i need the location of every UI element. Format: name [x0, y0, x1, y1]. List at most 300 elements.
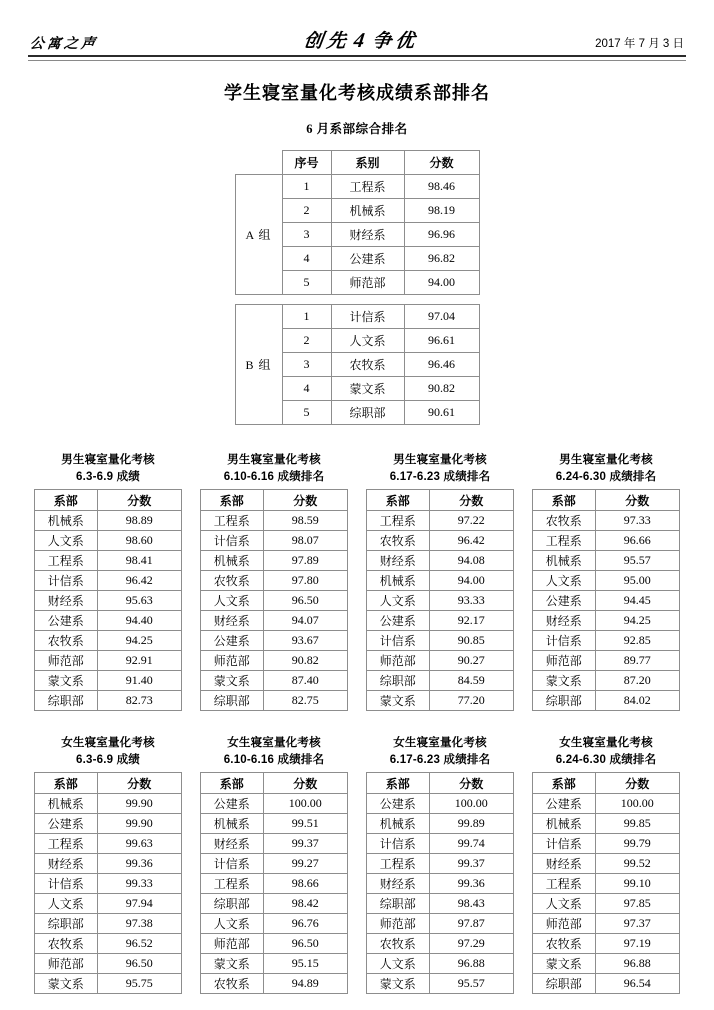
- cell-dept: 公建系: [367, 794, 430, 814]
- cell-score: 95.57: [429, 974, 514, 994]
- block-title-line2: 6.17-6.23 成绩排名: [389, 471, 491, 483]
- cell-dept: 财经系: [331, 223, 404, 247]
- cell-score: 98.19: [404, 199, 479, 223]
- block-title-line1: 女生寝室量化考核: [393, 737, 487, 749]
- cell-dept: 农牧系: [367, 531, 430, 551]
- cell-score: 100.00: [263, 794, 348, 814]
- table-row: [367, 954, 514, 974]
- ranking-header-dept: 系部: [201, 773, 264, 794]
- cell-dept: 公建系: [367, 611, 430, 631]
- cell-score: 99.90: [97, 794, 181, 814]
- cell-dept: 财经系: [533, 611, 596, 631]
- table-row: [367, 551, 514, 571]
- block-title-line2: 6.3-6.9 成绩: [76, 754, 140, 766]
- block-title-line2: 6.17-6.23 成绩排名: [389, 754, 491, 766]
- cell-score: 89.77: [595, 651, 679, 671]
- ranking-header-score: 分数: [595, 490, 679, 511]
- table-row: [35, 671, 182, 691]
- cell-dept: 综职部: [201, 691, 264, 711]
- female-ranking-grid: [0, 735, 714, 994]
- table-row: [201, 814, 348, 834]
- summary-table-wrap: [0, 150, 714, 425]
- table-row: [533, 854, 680, 874]
- cell-dept: 公建系: [331, 247, 404, 271]
- ranking-header-row: [367, 773, 514, 794]
- cell-score: 99.27: [263, 854, 348, 874]
- block-title: [200, 452, 348, 486]
- block-title-line1: 男生寝室量化考核: [559, 454, 653, 466]
- cell-score: 99.90: [97, 814, 181, 834]
- cell-dept: 工程系: [533, 531, 596, 551]
- cell-rank: 3: [282, 353, 331, 377]
- cell-score: 94.40: [97, 611, 181, 631]
- cell-rank: 4: [282, 247, 331, 271]
- cell-score: 99.74: [429, 834, 514, 854]
- table-row: [533, 631, 680, 651]
- cell-dept: 师范部: [201, 934, 264, 954]
- cell-score: 99.79: [595, 834, 680, 854]
- cell-dept: 农牧系: [367, 934, 430, 954]
- cell-dept: 蒙文系: [331, 377, 404, 401]
- ranking-header-score: 分数: [97, 773, 181, 794]
- cell-dept: 机械系: [367, 571, 430, 591]
- table-row: [35, 954, 182, 974]
- ranking-header-score: 分数: [263, 490, 347, 511]
- ranking-table: [34, 489, 182, 711]
- cell-dept: 蒙文系: [201, 671, 264, 691]
- cell-dept: 农牧系: [201, 571, 264, 591]
- masthead-divider: [28, 55, 686, 61]
- cell-dept: 机械系: [533, 551, 596, 571]
- cell-score: 93.67: [263, 631, 347, 651]
- cell-dept: 人文系: [35, 531, 98, 551]
- cell-dept: 工程系: [331, 175, 404, 199]
- cell-dept: 机械系: [331, 199, 404, 223]
- ranking-header-score: 分数: [429, 490, 513, 511]
- page-title: 学生寝室量化考核成绩系部排名: [224, 83, 490, 103]
- cell-dept: 计信系: [331, 305, 404, 329]
- cell-score: 96.61: [404, 329, 479, 353]
- cell-score: 94.08: [429, 551, 513, 571]
- ranking-header-score: 分数: [263, 773, 348, 794]
- ranking-header-score: 分数: [595, 773, 680, 794]
- cell-dept: 师范部: [367, 651, 430, 671]
- cell-dept: 机械系: [201, 551, 264, 571]
- cell-score: 95.63: [97, 591, 181, 611]
- cell-score: 98.41: [97, 551, 181, 571]
- cell-score: 98.42: [263, 894, 348, 914]
- table-row: [367, 691, 514, 711]
- table-row: [201, 894, 348, 914]
- table-row: [533, 794, 680, 814]
- cell-dept: 师范部: [35, 954, 98, 974]
- cell-score: 92.85: [595, 631, 679, 651]
- cell-score: 95.57: [595, 551, 679, 571]
- block-title-line1: 男生寝室量化考核: [393, 454, 487, 466]
- cell-score: 98.59: [263, 511, 347, 531]
- summary-table: [235, 150, 480, 425]
- cell-dept: 综职部: [201, 894, 264, 914]
- table-row: [35, 691, 182, 711]
- table-row: [367, 631, 514, 651]
- ranking-table: [200, 772, 348, 994]
- cell-score: 96.54: [595, 974, 680, 994]
- table-row: [533, 974, 680, 994]
- block-title: [34, 735, 182, 769]
- table-row: [367, 794, 514, 814]
- cell-score: 99.10: [595, 874, 680, 894]
- table-row: [533, 551, 680, 571]
- table-row: [35, 631, 182, 651]
- table-row: [35, 974, 182, 994]
- table-row: [201, 874, 348, 894]
- male-ranking-block-4: [532, 452, 680, 711]
- cell-score: 91.40: [97, 671, 181, 691]
- cell-dept: 计信系: [201, 531, 264, 551]
- table-row: [35, 531, 182, 551]
- table-row: [201, 571, 348, 591]
- cell-dept: 师范部: [331, 271, 404, 295]
- summary-group-spacer: [235, 295, 479, 305]
- cell-score: 99.51: [263, 814, 348, 834]
- cell-dept: 财经系: [533, 854, 596, 874]
- ranking-header-dept: 系部: [35, 773, 98, 794]
- cell-score: 84.59: [429, 671, 513, 691]
- cell-rank: 1: [282, 175, 331, 199]
- cell-dept: 农牧系: [533, 934, 596, 954]
- cell-dept: 机械系: [35, 794, 98, 814]
- cell-dept: 工程系: [367, 511, 430, 531]
- cell-dept: 计信系: [533, 631, 596, 651]
- cell-score: 97.22: [429, 511, 513, 531]
- cell-score: 99.85: [595, 814, 680, 834]
- table-row: [533, 914, 680, 934]
- cell-dept: 蒙文系: [35, 974, 98, 994]
- cell-score: 94.00: [404, 271, 479, 295]
- cell-dept: 蒙文系: [533, 954, 596, 974]
- cell-score: 95.00: [595, 571, 679, 591]
- cell-dept: 公建系: [533, 794, 596, 814]
- table-row: [533, 531, 680, 551]
- table-row: [35, 894, 182, 914]
- masthead-publication-name: 公寓之声: [29, 37, 99, 52]
- cell-dept: 人文系: [331, 329, 404, 353]
- cell-dept: 师范部: [35, 651, 98, 671]
- cell-dept: 公建系: [35, 814, 98, 834]
- masthead-date: 2017 年 7 月 3 日: [595, 38, 684, 50]
- block-title: [200, 735, 348, 769]
- cell-rank: 5: [282, 401, 331, 425]
- cell-score: 95.15: [263, 954, 348, 974]
- table-row: [367, 874, 514, 894]
- cell-dept: 蒙文系: [201, 954, 264, 974]
- cell-score: 99.37: [429, 854, 514, 874]
- ranking-header-row: [533, 773, 680, 794]
- block-title-line1: 女生寝室量化考核: [559, 737, 653, 749]
- cell-dept: 农牧系: [331, 353, 404, 377]
- ranking-table: [34, 772, 182, 994]
- cell-dept: 机械系: [533, 814, 596, 834]
- summary-corner-cell: [235, 151, 282, 175]
- female-ranking-block-3: [366, 735, 514, 994]
- cell-dept: 人文系: [35, 894, 98, 914]
- table-row: [35, 551, 182, 571]
- table-row: [201, 511, 348, 531]
- table-row: [35, 511, 182, 531]
- ranking-header-score: 分数: [429, 773, 514, 794]
- ranking-table: [366, 489, 514, 711]
- table-row: [367, 611, 514, 631]
- table-row: [533, 691, 680, 711]
- cell-score: 90.27: [429, 651, 513, 671]
- ranking-table: [532, 489, 680, 711]
- cell-score: 90.85: [429, 631, 513, 651]
- cell-score: 96.82: [404, 247, 479, 271]
- block-title: [366, 735, 514, 769]
- table-row: [367, 914, 514, 934]
- summary-header-row: [235, 151, 479, 175]
- cell-dept: 师范部: [367, 914, 430, 934]
- cell-score: 96.76: [263, 914, 348, 934]
- table-row: [533, 571, 680, 591]
- male-ranking-block-3: [366, 452, 514, 711]
- cell-dept: 综职部: [533, 691, 596, 711]
- cell-score: 77.20: [429, 691, 513, 711]
- block-title-line2: 6.10-6.16 成绩排名: [223, 754, 325, 766]
- cell-score: 87.20: [595, 671, 679, 691]
- table-row: [533, 934, 680, 954]
- cell-dept: 人文系: [201, 591, 264, 611]
- cell-score: 97.85: [595, 894, 680, 914]
- cell-dept: 人文系: [367, 954, 430, 974]
- cell-score: 87.40: [263, 671, 347, 691]
- table-row: [201, 591, 348, 611]
- cell-score: 97.37: [595, 914, 680, 934]
- cell-score: 98.66: [263, 874, 348, 894]
- cell-score: 96.50: [97, 954, 181, 974]
- cell-dept: 工程系: [35, 551, 98, 571]
- cell-dept: 蒙文系: [533, 671, 596, 691]
- cell-dept: 工程系: [533, 874, 596, 894]
- table-row: [367, 531, 514, 551]
- male-ranking-block-1: [34, 452, 182, 711]
- table-row: [35, 814, 182, 834]
- cell-score: 97.19: [595, 934, 680, 954]
- cell-dept: 农牧系: [35, 631, 98, 651]
- block-title: [532, 735, 680, 769]
- table-row: [201, 551, 348, 571]
- cell-score: 99.89: [429, 814, 514, 834]
- block-title: [532, 452, 680, 486]
- table-row: [201, 611, 348, 631]
- block-title-line1: 男生寝室量化考核: [61, 454, 155, 466]
- summary-header-score: 分数: [404, 151, 479, 175]
- cell-dept: 人文系: [367, 591, 430, 611]
- cell-score: 96.50: [263, 934, 348, 954]
- cell-score: 90.61: [404, 401, 479, 425]
- block-title-line2: 6.24-6.30 成绩排名: [555, 754, 657, 766]
- ranking-header-row: [367, 490, 514, 511]
- cell-score: 84.02: [595, 691, 679, 711]
- cell-dept: 工程系: [201, 511, 264, 531]
- cell-score: 97.94: [97, 894, 181, 914]
- table-row: [201, 531, 348, 551]
- summary-header-dept: 系别: [331, 151, 404, 175]
- table-row: [367, 591, 514, 611]
- cell-dept: 综职部: [367, 894, 430, 914]
- cell-dept: 计信系: [367, 834, 430, 854]
- table-row: [201, 651, 348, 671]
- cell-score: 93.33: [429, 591, 513, 611]
- table-row: [533, 591, 680, 611]
- cell-dept: 人文系: [201, 914, 264, 934]
- table-row: [367, 834, 514, 854]
- ranking-header-row: [35, 490, 182, 511]
- female-ranking-block-1: [34, 735, 182, 994]
- cell-dept: 农牧系: [35, 934, 98, 954]
- cell-score: 96.96: [404, 223, 479, 247]
- cell-dept: 财经系: [367, 874, 430, 894]
- cell-score: 98.60: [97, 531, 181, 551]
- block-title-line1: 男生寝室量化考核: [227, 454, 321, 466]
- table-row: [533, 954, 680, 974]
- table-row: [367, 671, 514, 691]
- cell-score: 96.50: [263, 591, 347, 611]
- table-row: [367, 854, 514, 874]
- cell-dept: 人文系: [533, 571, 596, 591]
- ranking-table: [532, 772, 680, 994]
- table-row: [35, 651, 182, 671]
- cell-score: 97.38: [97, 914, 181, 934]
- cell-rank: 4: [282, 377, 331, 401]
- table-row: [533, 834, 680, 854]
- cell-dept: 综职部: [367, 671, 430, 691]
- masthead-slogan-part2: 争优: [371, 31, 421, 52]
- ranking-header-dept: 系部: [35, 490, 98, 511]
- table-row: [235, 175, 479, 199]
- cell-rank: 1: [282, 305, 331, 329]
- cell-score: 100.00: [595, 794, 680, 814]
- summary-group-label-a: A 组: [235, 175, 282, 295]
- table-row: [35, 611, 182, 631]
- cell-dept: 机械系: [201, 814, 264, 834]
- block-title-line2: 6.10-6.16 成绩排名: [223, 471, 325, 483]
- cell-dept: 计信系: [35, 571, 98, 591]
- page-subtitle: 6 月系部综合排名: [306, 122, 408, 136]
- cell-score: 96.88: [429, 954, 514, 974]
- cell-score: 97.89: [263, 551, 347, 571]
- table-row: [367, 814, 514, 834]
- cell-dept: 蒙文系: [35, 671, 98, 691]
- masthead: [0, 0, 714, 55]
- table-row: [201, 914, 348, 934]
- cell-score: 82.73: [97, 691, 181, 711]
- cell-score: 97.33: [595, 511, 679, 531]
- table-row: [201, 974, 348, 994]
- cell-dept: 综职部: [331, 401, 404, 425]
- cell-score: 98.43: [429, 894, 514, 914]
- table-row: [367, 571, 514, 591]
- table-row: [367, 934, 514, 954]
- cell-score: 96.42: [97, 571, 181, 591]
- summary-header-rank: 序号: [282, 151, 331, 175]
- block-title: [366, 452, 514, 486]
- ranking-table: [366, 772, 514, 994]
- ranking-header-row: [533, 490, 680, 511]
- cell-dept: 计信系: [367, 631, 430, 651]
- table-row: [533, 894, 680, 914]
- cell-score: 96.52: [97, 934, 181, 954]
- ranking-header-score: 分数: [97, 490, 181, 511]
- cell-score: 90.82: [263, 651, 347, 671]
- table-row: [201, 834, 348, 854]
- ranking-header-dept: 系部: [533, 773, 596, 794]
- female-ranking-block-4: [532, 735, 680, 994]
- cell-dept: 综职部: [35, 691, 98, 711]
- cell-dept: 公建系: [35, 611, 98, 631]
- table-row: [201, 631, 348, 651]
- cell-dept: 机械系: [35, 511, 98, 531]
- table-row: [533, 651, 680, 671]
- cell-dept: 师范部: [533, 651, 596, 671]
- table-row: [201, 691, 348, 711]
- cell-score: 96.42: [429, 531, 513, 551]
- cell-dept: 蒙文系: [367, 691, 430, 711]
- table-row: [201, 934, 348, 954]
- cell-dept: 师范部: [533, 914, 596, 934]
- table-row: [367, 974, 514, 994]
- cell-score: 82.75: [263, 691, 347, 711]
- cell-score: 95.75: [97, 974, 181, 994]
- table-row: [367, 894, 514, 914]
- masthead-slogan-part1: 创先: [302, 31, 352, 52]
- cell-score: 94.25: [97, 631, 181, 651]
- cell-dept: 财经系: [367, 551, 430, 571]
- ranking-header-dept: 系部: [533, 490, 596, 511]
- table-row: [35, 854, 182, 874]
- cell-score: 96.46: [404, 353, 479, 377]
- table-row: [35, 874, 182, 894]
- ranking-header-row: [201, 490, 348, 511]
- table-row: [201, 854, 348, 874]
- table-row: [367, 511, 514, 531]
- masthead-slogan: [302, 26, 420, 53]
- table-row: [35, 934, 182, 954]
- cell-dept: 计信系: [533, 834, 596, 854]
- cell-score: 99.36: [429, 874, 514, 894]
- cell-score: 96.66: [595, 531, 679, 551]
- cell-dept: 计信系: [35, 874, 98, 894]
- table-row: [367, 651, 514, 671]
- ranking-header-dept: 系部: [367, 773, 430, 794]
- cell-dept: 蒙文系: [367, 974, 430, 994]
- cell-dept: 工程系: [35, 834, 98, 854]
- table-row: [35, 571, 182, 591]
- cell-dept: 人文系: [533, 894, 596, 914]
- ranking-header-dept: 系部: [367, 490, 430, 511]
- cell-dept: 农牧系: [533, 511, 596, 531]
- cell-rank: 2: [282, 329, 331, 353]
- cell-score: 99.37: [263, 834, 348, 854]
- cell-score: 96.88: [595, 954, 680, 974]
- cell-score: 94.45: [595, 591, 679, 611]
- cell-rank: 2: [282, 199, 331, 223]
- cell-dept: 机械系: [367, 814, 430, 834]
- ranking-table: [200, 489, 348, 711]
- table-row: [201, 794, 348, 814]
- table-row: [533, 511, 680, 531]
- cell-dept: 农牧系: [201, 974, 264, 994]
